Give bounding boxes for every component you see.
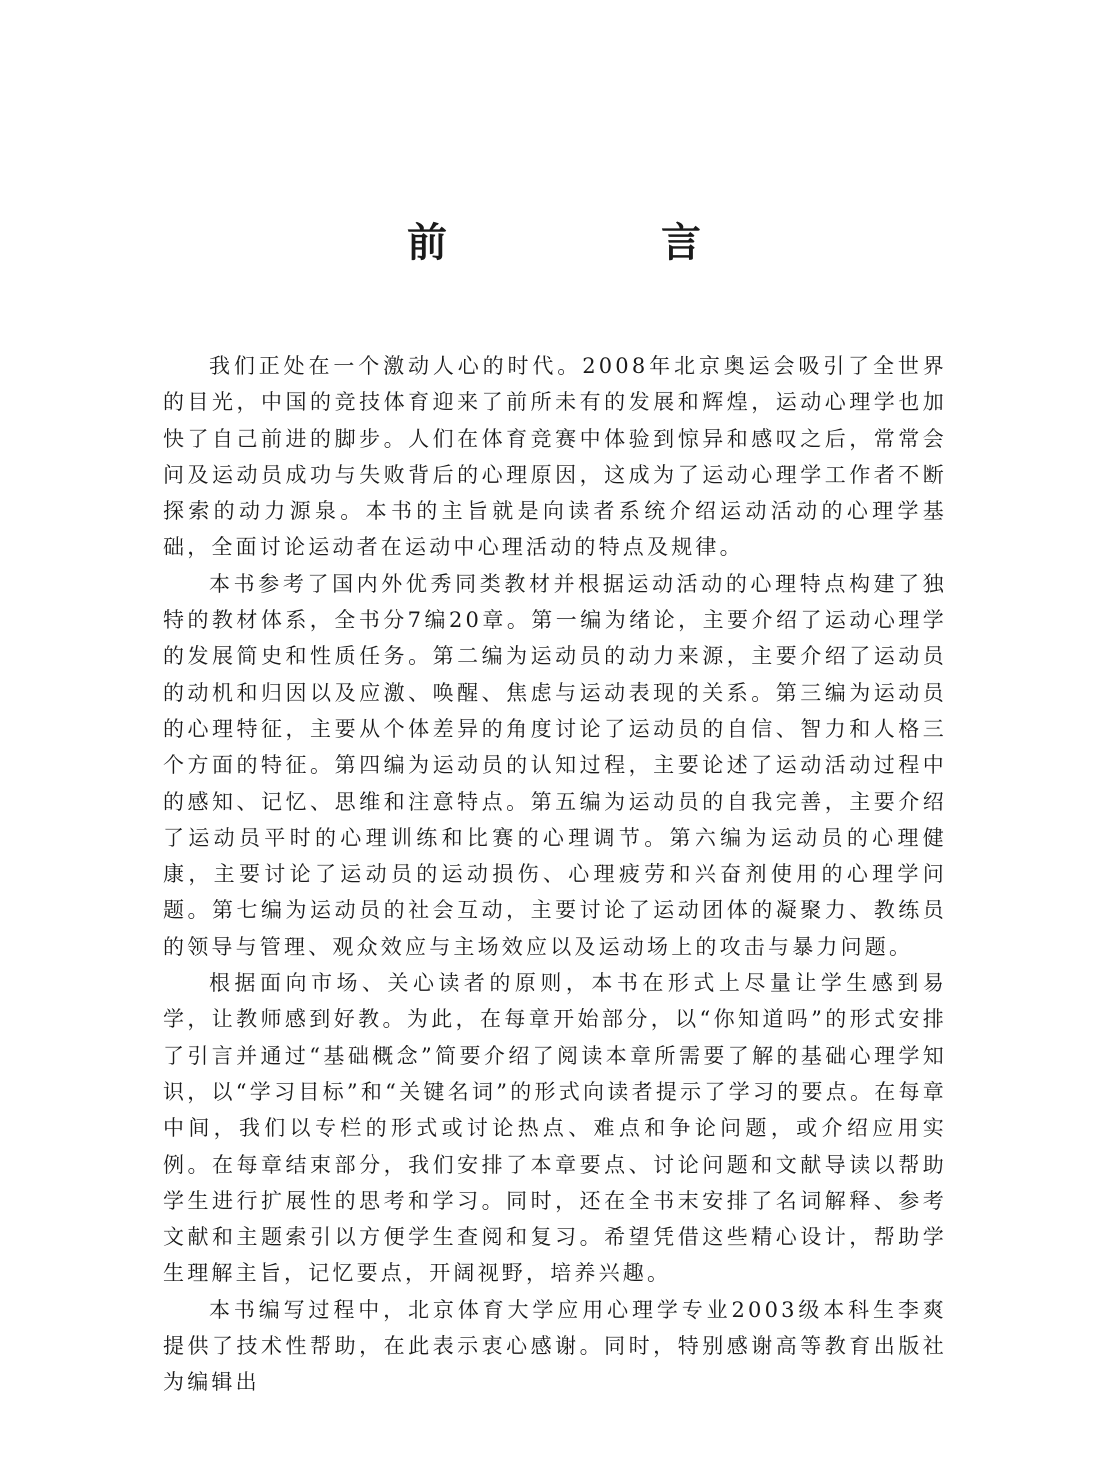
paragraph-1: 我们正处在一个激动人心的时代。2008年北京奥运会吸引了全世界的目光，中国的竞技体育迎来了前所未有的发展和辉煌，运动心理学也加快了自己前进的脚步。人们在体育竞赛中体验到惊异和感叹之后，常常会问及运动员成功与失败背后的心理原因，这成为了运动心理学工作者不断探索的动力源泉。本书的主旨就是向读者系统介绍运动活动的心理学基础，全面讨论运动者在运动中心理活动的特点及规律。 <box>163 354 947 560</box>
paragraph-3: 根据面向市场、关心读者的原则，本书在形式上尽量让学生感到易学，让教师感到好教。为此，在每章开始部分，以“你知道吗”的形式安排了引言并通过“基础概念”简要介绍了阅读本章所需要了解的基础心理学知识，以“学习目标”和“关键名词”的形式向读者提示了学习的要点。在每章中间，我们以专栏的形式或讨论热点、难点和争论问题，或介绍应用实例。在每章结束部分，我们安排了本章要点、讨论问题和文献导读以帮助学生进行扩展性的思考和学习。同时，还在全书末安排了名词解释、参考文献和主题索引以方便学生查阅和复习。希望凭借这些精心设计，帮助学生理解主旨，记忆要点，开阔视野，培养兴趣。 <box>163 971 947 1286</box>
paragraph-4: 本书编写过程中，北京体育大学应用心理学专业2003级本科生李爽提供了技术性帮助，在此表示衷心感谢。同时，特别感谢高等教育出版社为编辑出 <box>163 1297 947 1395</box>
paragraph-2: 本书参考了国内外优秀同类教材并根据运动活动的心理特点构建了独特的教材体系，全书分7编20章。第一编为绪论，主要介绍了运动心理学的发展简史和性质任务。第二编为运动员的动力来源，主要介绍了运动员的动机和归因以及应激、唤醒、焦虑与运动表现的关系。第三编为运动员的心理特征，主要从个体差异的角度讨论了运动员的自信、智力和人格三个方面的特征。第四编为运动员的认知过程，主要论述了运动活动过程中的感知、记忆、思维和注意特点。第五编为运动员的自我完善，主要介绍了运动员平时的心理训练和比赛的心理调节。第六编为运动员的心理健康，主要讨论了运动员的运动损伤、心理疲劳和兴奋剂使用的心理学问题。第七编为运动员的社会互动，主要讨论了运动团体的凝聚力、教练员的领导与管理、观众效应与主场效应以及运动场上的攻击与暴力问题。 <box>163 571 947 959</box>
body-text <box>163 348 947 1401</box>
page-title: 前 言 <box>407 219 801 266</box>
